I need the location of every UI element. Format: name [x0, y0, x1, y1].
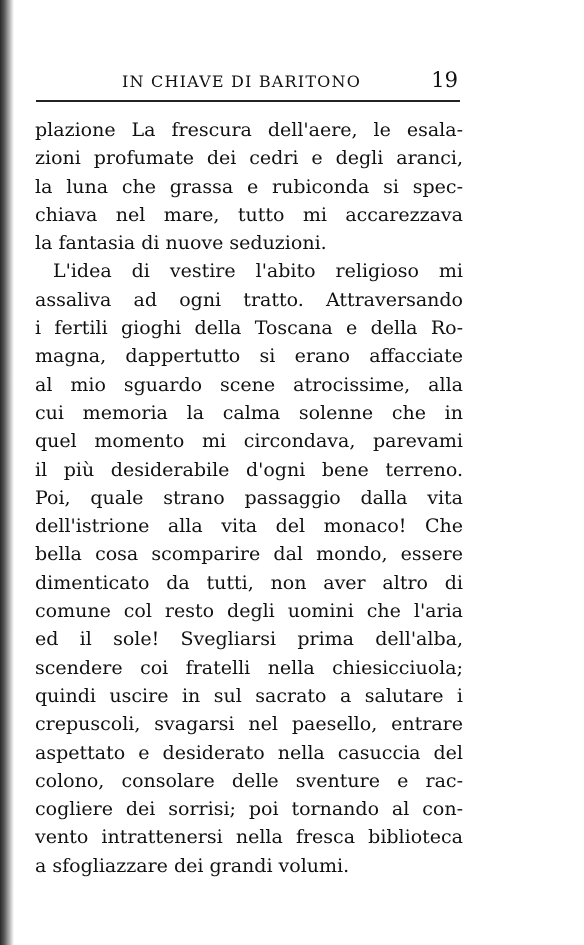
text-line: crepuscoli, svagarsi nel paesello, entrare	[35, 713, 463, 736]
text-line: comune col resto degli uomini che l'aria	[35, 600, 463, 623]
text-line: cui memoria la calma solenne che in	[35, 401, 463, 424]
text-line: magna, dappertutto si erano affacciate	[35, 345, 463, 368]
binding-shadow	[0, 0, 14, 945]
text-line: assaliva ad ogni tratto. Attraversando	[35, 288, 463, 311]
text-line: la luna che grassa e rubiconda si spec-	[35, 175, 463, 198]
text-line: quel momento mi circondava, parevami	[35, 430, 463, 453]
text-line: Poi, quale strano passaggio dalla vita	[35, 486, 463, 509]
text-line: vento intrattenersi nella fresca biblioteca	[35, 826, 463, 849]
text-line: plazione La frescura dell'aere, le esala-	[35, 119, 463, 141]
running-title: IN CHIAVE DI BARITONO	[122, 72, 362, 91]
page-number: 19	[431, 68, 458, 92]
text-line: chiava nel mare, tutto mi accarezzava	[35, 203, 463, 226]
text-line: quindi uscire in sul sacrato a salutare i	[35, 684, 463, 707]
header-rule	[36, 100, 460, 102]
text-line: L'idea di vestire l'abito religioso mi	[53, 260, 463, 283]
text-line: bella cosa scomparire dal mondo, essere	[35, 543, 463, 566]
text-line: dimenticato da tutti, non aver altro di	[35, 571, 463, 594]
text-line: zioni profumate dei cedri e degli aranci,	[35, 147, 463, 170]
text-line: scendere coi fratelli nella chiesicciuola;	[35, 656, 463, 679]
text-line: colono, consolare delle sventure e rac-	[35, 769, 463, 792]
text-line: aspettato e desiderato nella casuccia del	[35, 741, 463, 764]
text-line: cogliere dei sorrisi; poi tornando al con-	[35, 798, 463, 821]
text-line: il più desiderabile d'ogni bene terreno.	[35, 458, 463, 481]
body-text	[35, 116, 463, 880]
text-line: a sfogliazzare dei grandi volumi.	[35, 854, 350, 877]
text-line: ed il sole! Svegliarsi prima dell'alba,	[35, 628, 463, 651]
text-line: dell'istrione alla vita del monaco! Che	[35, 515, 463, 538]
text-line: i fertili gioghi della Toscana e della Ro-	[35, 317, 463, 340]
text-line: la fantasia di nuove seduzioni.	[35, 232, 327, 255]
text-line: al mio sguardo scene atrocissime, alla	[35, 373, 463, 396]
running-head	[36, 66, 462, 98]
